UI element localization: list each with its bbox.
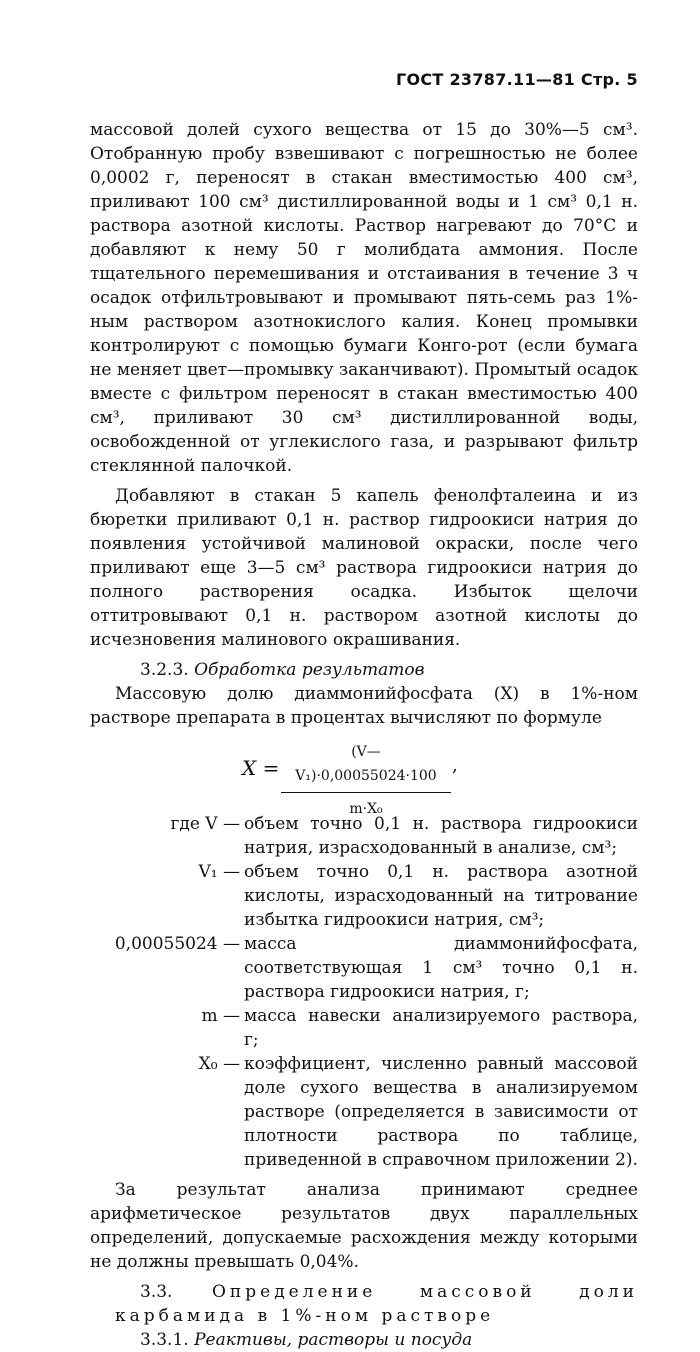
var-symbol: X₀ —: [198, 1054, 240, 1074]
paragraph-formula-intro: Массовую долю диаммонийфосфата (X) в 1%-ном растворе препарата в процентах вычисляют по формуле: [90, 684, 638, 728]
section-heading-3-3: [90, 1280, 638, 1328]
section-number: 3.3.1.: [140, 1330, 189, 1350]
formula-fraction: [281, 740, 451, 821]
section-number: 3.3.: [140, 1282, 173, 1302]
formula-lhs: X =: [242, 756, 280, 780]
var-symbol: m —: [201, 1006, 240, 1026]
section-heading-3-2-3: [90, 658, 638, 682]
paragraph-result: За результат анализа принимают среднее арифметическое результатов двух параллельных определений, допускаемые расхождения между которыми не должны превышать 0,04%.: [90, 1180, 638, 1272]
section-heading-3-3-1: [90, 1328, 638, 1352]
var-symbol: где V —: [170, 814, 240, 834]
variable-definitions: [90, 812, 638, 1172]
section-number: 3.2.3.: [140, 660, 189, 680]
section-title: Определение массовой доли карбамида в 1%-ном растворе: [115, 1282, 639, 1326]
var-symbol: 0,00055024 —: [114, 934, 240, 954]
formula-numerator: (V—V₁)·0,00055024·100: [281, 740, 451, 793]
var-definition: объем точно 0,1 н. раствора азотной кислоты, израсходованный на титрование избытка гидроокиси натрия, см³;: [244, 862, 638, 930]
section-title: Обработка результатов: [194, 660, 425, 680]
formula-denominator: m·X₀: [349, 801, 383, 817]
page-header: ГОСТ 23787.11—81 Стр. 5: [395, 70, 638, 89]
document-body: [90, 118, 638, 1352]
paragraph-titration: Добавляют в стакан 5 капель фенолфталеина и из бюретки приливают 0,1 н. раствор гидроокиси натрия до появления устойчивой малиновой окраски, после чего приливают еще 3—5 см³ раствора гидроокиси натрия до полного растворения осадка. Избыток щелочи оттитровывают 0,1 н. раствором азотной кислоты до исчезновения малинового окрашивания.: [90, 486, 638, 650]
section-title: Реактивы, растворы и посуда: [194, 1330, 473, 1350]
var-definition: коэффициент, численно равный массовой доле сухого вещества в анализируемом растворе (определяется в зависимости от плотности раствора по таблице, приведенной в справочном приложении 2).: [244, 1054, 638, 1170]
formula: [90, 736, 638, 817]
var-definition: масса диаммонийфосфата, соответствующая 1 см³ точно 0,1 н. раствора гидроокиси натрия, г;: [244, 934, 638, 1002]
var-definition: масса навески анализируемого раствора, г;: [244, 1006, 638, 1050]
paragraph-sample-prep: массовой долей сухого вещества от 15 до 30%—5 см³. Отобранную пробу взвешивают с погрешностью не более 0,0002 г, переносят в стакан вместимостью 400 см³, приливают 100 см³ дистиллированной воды и 1 см³ 0,1 н. раствора азотной кислоты. Раствор нагревают до 70°С и добавляют к нему 50 г молибдата аммония. После тщательного перемешивания и отстаивания в течение 3 ч осадок отфильтровывают и промывают пять-семь раз 1%-ным раствором азотнокислого калия. Конец промывки контролируют с помощью бумаги Конго-рот (если бумага не меняет цвет—промывку заканчивают). Промытый осадок вместе с фильтром переносят в стакан вместимостью 400 см³, приливают 30 см³ дистиллированной воды, освобожденной от углекислого газа, и разрывают фильтр стеклянной палочкой.: [90, 120, 638, 476]
formula-comma: ,: [452, 755, 458, 776]
var-symbol: V₁ —: [198, 862, 240, 882]
var-definition: объем точно 0,1 н. раствора гидроокиси натрия, израсходованный в анализе, см³;: [244, 814, 638, 858]
